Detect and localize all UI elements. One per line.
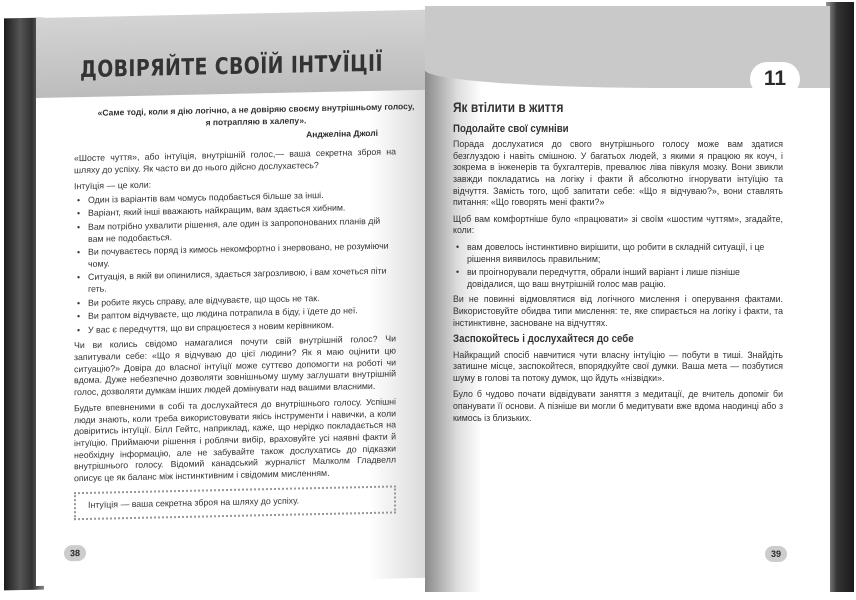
list-item: • Ви почуваєтесь поряд із кимось некомфортно і знервовано, не розуміючи чому. xyxy=(74,241,396,271)
list-item: • Один із варіантів вам чомусь подобається більше за інші. xyxy=(74,188,396,206)
right-page xyxy=(425,6,830,592)
page-title: ДОВІРЯЙТЕ СВОЇЙ ІНТУЇЦІЇ xyxy=(80,50,383,84)
list-lead: Інтуїція — це коли: xyxy=(74,179,152,192)
right-body xyxy=(453,99,783,429)
list-item: • Варіант, який інші вважають найкращим, вам здається хибним. xyxy=(74,202,396,220)
paragraph: Найкращий спосіб навчитися чути власну інтуїцію — побути в тиші. Знайдіть затишне місце, заспокойтеся, впорядкуйте свої думки. Ваша мета — позбутися шуму в голові та потоку думок, що йдуть «нізвідки». xyxy=(453,349,783,383)
paragraph: Порада дослухатися до свого внутрішнього голосу може вам здатися безглуздою і навіть смішною. У багатьох людей, з якими я працюю як коуч, і зокрема в інженерів та бухгалтерів, превалює ліва півкуля мозку. Вони звикли завжди покладатись на логіку і факти й абсолютно ігнорувати інтуїцію та відчуття. Замість того, щоб запитати себе: «Що я відчуваю?», вони ставлять питання: «Що говорять мені факти?» xyxy=(453,139,783,208)
section-heading: Як втілити в життя xyxy=(453,99,564,115)
intro-paragraph: «Шосте чуття», або інтуїція, внутрішній голос,— ваша секретна зброя на шляху до успіху. Як часто ви до нього дійсно дослухаєтесь? xyxy=(74,146,396,175)
subsection-title: Заспокойтесь і дослухайтеся до себе xyxy=(453,333,634,346)
list-item: • Вам потрібно ухвалити рішення, але один із запропонованих планів дій вам не подобається. xyxy=(74,215,396,245)
callout-box: Інтуїція — ваша секретна зброя на шляху до успіху. xyxy=(74,486,396,520)
paragraph: Будьте впевненими в собі та дослухайтеся до внутрішнього голосу. Успішні люди знають, коли треба використовувати якісь інструменти і навички, а коли довіритись інтуїції. Білл Гейтс, наприклад, каже, що нерідко покладається на інтуїцію. Приймаючи рішення і роблячи вибір, враховуйте усі наявні факти й необхідну інформацію, але не забувайте також дослухатись до підказки внутрішнього голосу. Відомий канадський журналіст Малколм Гладвелл описує це як баланс між інстинктивним і свідомим мисленням. xyxy=(74,396,396,484)
paragraph: Було б чудово почати відвідувати заняття з медитації, де вчитель допоміг би опанувати її основи. А пізніше ви могли б медитувати вже вдома наодинці або з кимось із близьких. xyxy=(453,389,783,423)
list-item: • Ситуація, в якій ви опинилися, здається загрозливою, і вам хочеться піти геть. xyxy=(74,266,396,296)
paragraph: Чи ви колись свідомо намагалися почути свій внутрішній голос? Чи запитували себе: «Що я відчуваю до цієї людини? Як я маю оцінити цю ситуацію?» Довіра до власної інтуїції може суттєво допомогти на роботі чи вдома. Дуже небезпечно дозволяти зовнішньому шуму заглушати внутрішній голос, дозволяти думкам інших людей домінувати над вашими власними. xyxy=(74,333,396,397)
list-item: • Ви робите якусь справу, але відчуваєте, що щось не так. xyxy=(74,291,396,309)
intuition-list xyxy=(74,188,396,336)
epigraph-quote: «Саме тоді, коли я дію логічно, а не довіряю своєму внутрішньому голосу, я потрапляю в халепу». xyxy=(97,101,415,128)
left-page xyxy=(36,10,428,586)
list-item: • У вас є передчуття, що ви спрацюєтеся з новим керівником. xyxy=(74,318,396,336)
page-number: 38 xyxy=(64,545,86,561)
subsection-title: Подолайте свої сумніви xyxy=(453,122,569,135)
epigraph-author: Анджеліна Джолі xyxy=(306,127,378,140)
left-body xyxy=(74,146,396,520)
recall-list xyxy=(453,242,783,290)
list-item: • Ви раптом відчуваєте, що людина потрапила в біду, і їдете до неї. xyxy=(74,305,396,323)
list-item: • ви проігнорували передчуття, обрали інший варіант і лише пізніше довідалися, що ваш внутрішній голос мав рацію. xyxy=(453,267,783,290)
chapter-number-badge: 11 xyxy=(750,62,800,96)
paragraph: Щоб вам комфортніше було «працювати» зі своїм «шостим чуттям», згадайте, коли: xyxy=(453,213,783,236)
paragraph: Ви не повинні відмовлятися від логічного мислення і оперування фактами. Використовуйте обидва типи мислення: те, яке спирається на логіку і факти, та інстинктивне, засноване на відчуттях. xyxy=(453,294,783,328)
list-item: • вам довелось інстинктивно вирішити, що робити в складній ситуації, і це рішення виявилось правильним; xyxy=(453,242,783,265)
page-number: 39 xyxy=(765,546,787,562)
book-edge-right xyxy=(826,2,854,592)
